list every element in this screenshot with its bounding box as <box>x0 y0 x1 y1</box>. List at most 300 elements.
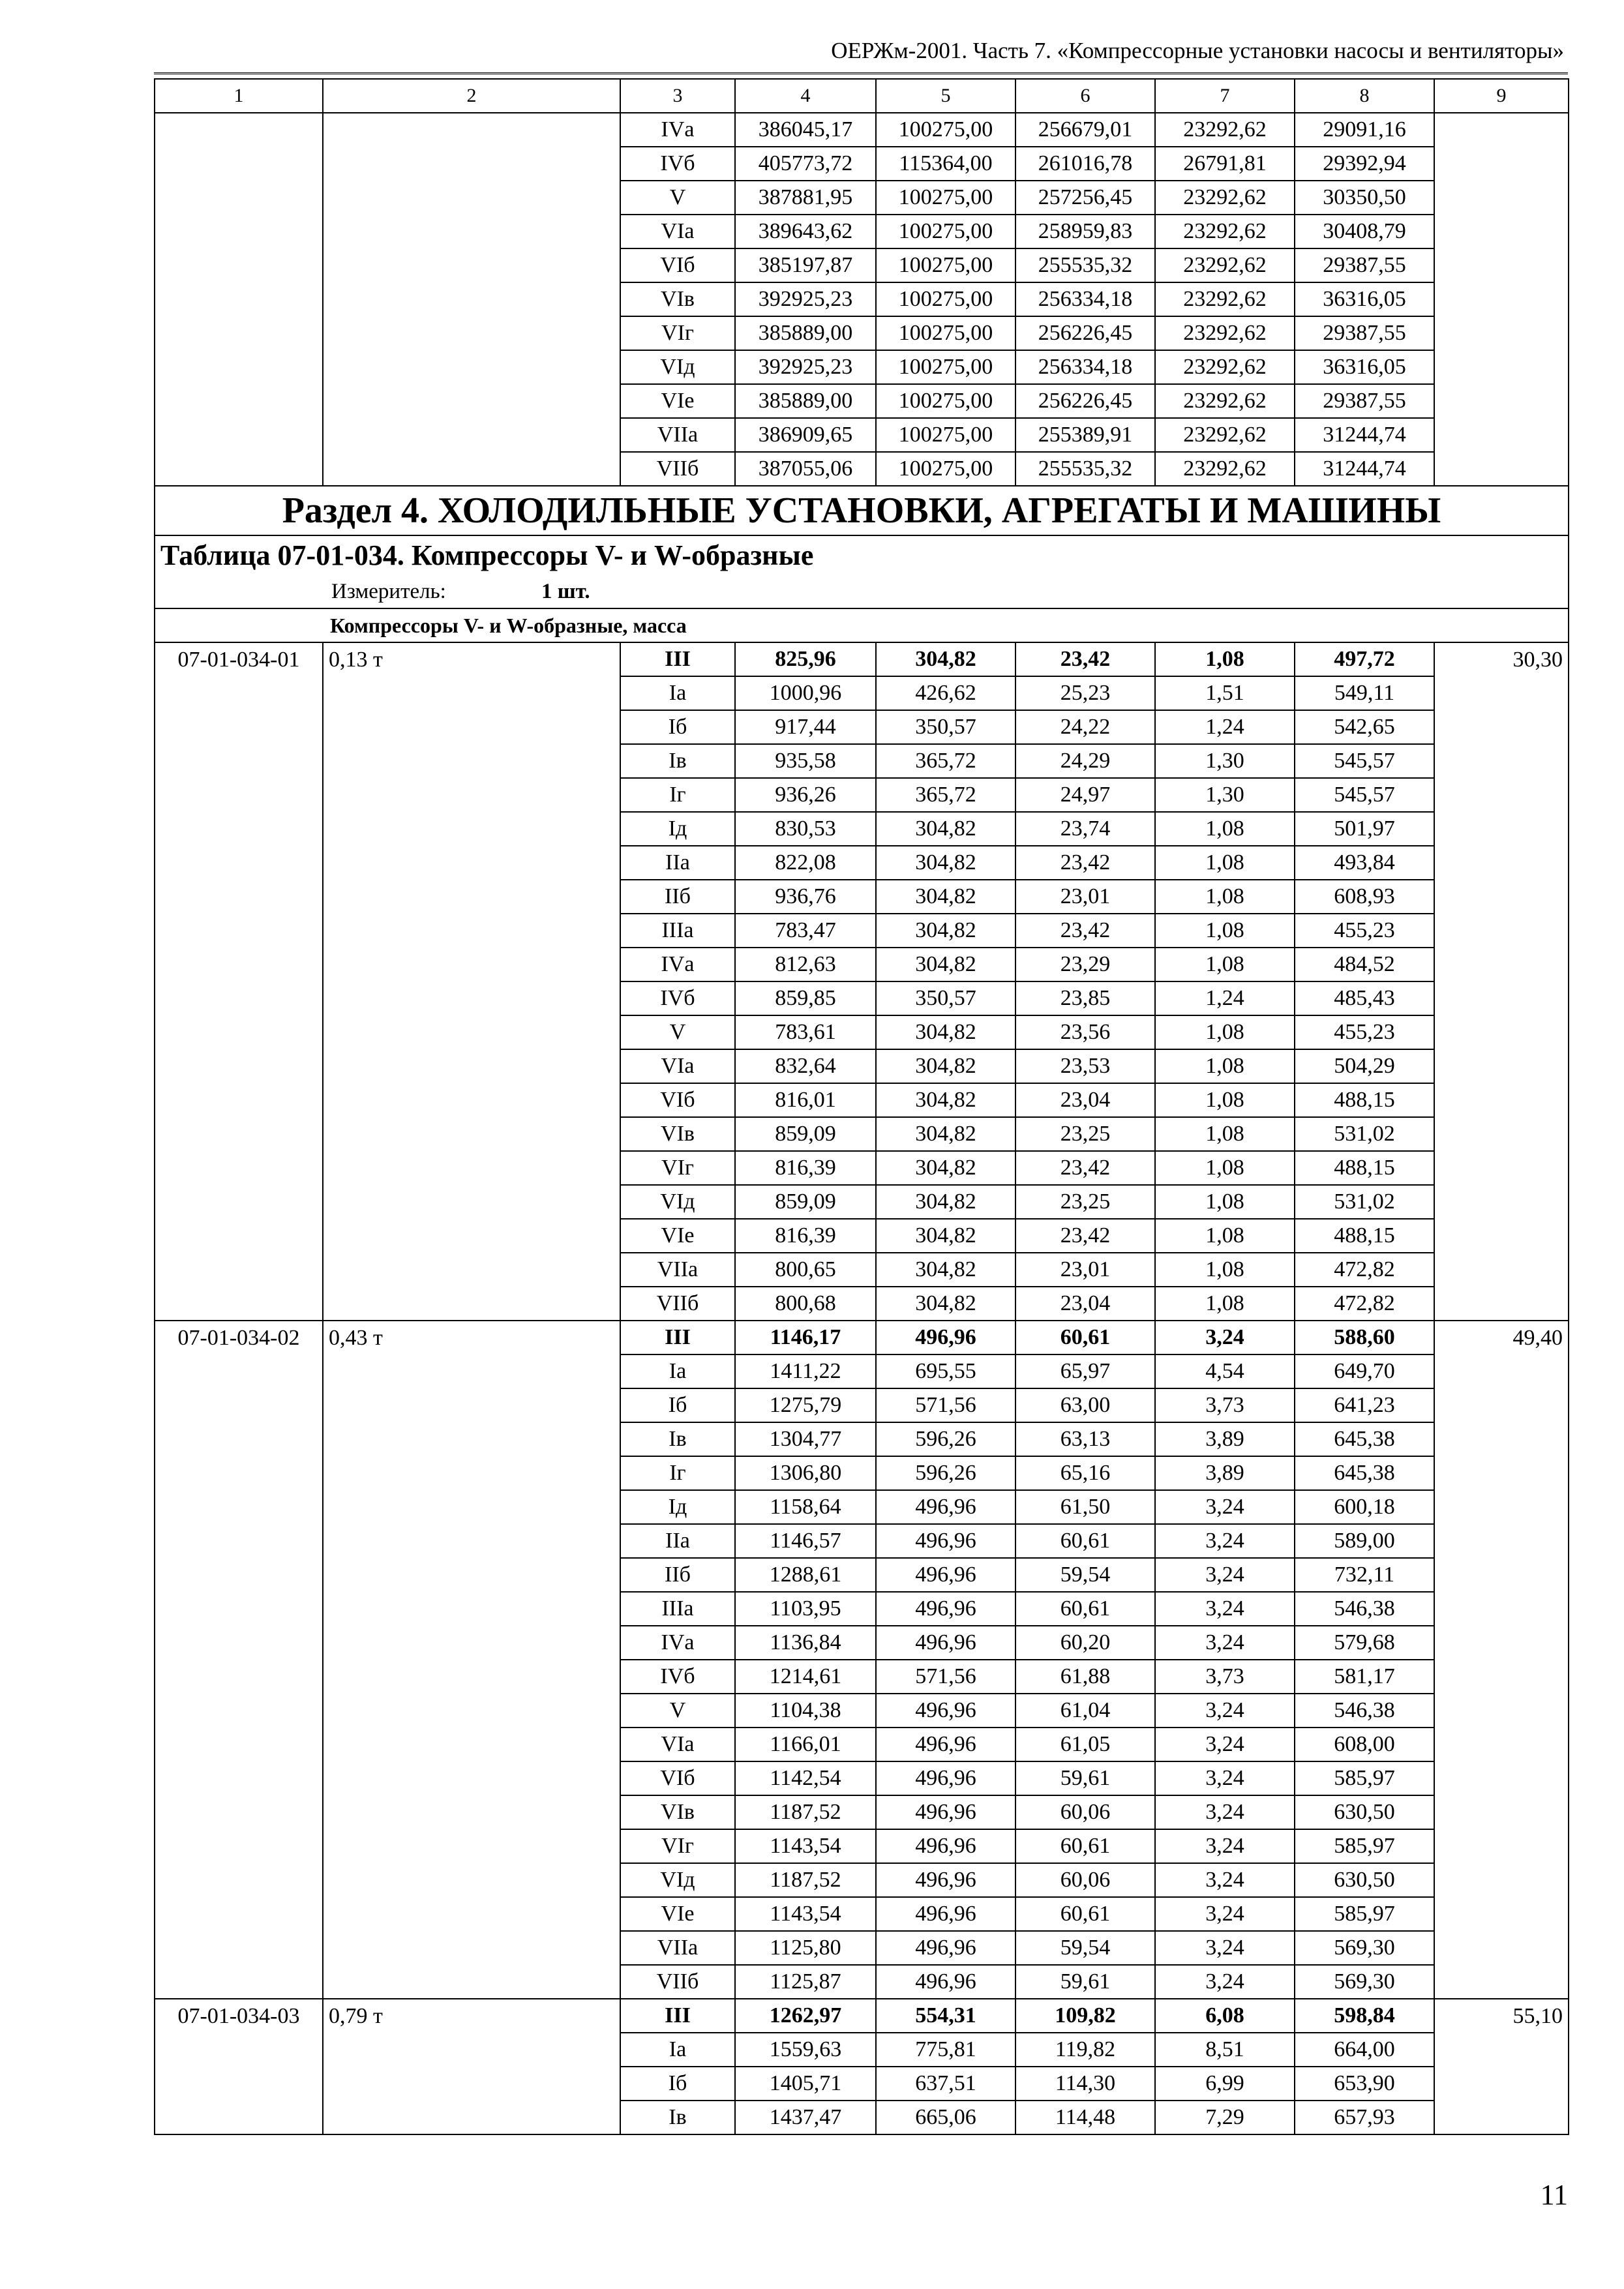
col6-value: 23,53 <box>1015 1049 1155 1083</box>
col9-cell <box>1434 113 1569 147</box>
zone-cell: IIб <box>620 1558 735 1592</box>
col6-value: 63,00 <box>1015 1388 1155 1422</box>
col8-value: 569,30 <box>1295 1965 1434 1999</box>
rate-code <box>155 1592 323 1626</box>
col7-value: 1,08 <box>1155 846 1295 880</box>
mass-cell <box>323 1490 620 1524</box>
col7-value: 1,08 <box>1155 1015 1295 1049</box>
col6-value: 23,01 <box>1015 880 1155 914</box>
mass-cell <box>323 2067 620 2101</box>
col8-value: 569,30 <box>1295 1931 1434 1965</box>
col7-value: 3,24 <box>1155 1965 1295 1999</box>
col4-total: 1103,95 <box>735 1592 876 1626</box>
zone-cell: IVа <box>620 113 735 147</box>
mass-cell <box>323 744 620 778</box>
col4-total: 812,63 <box>735 948 876 981</box>
col7-value: 1,08 <box>1155 1185 1295 1219</box>
col9-cell <box>1434 880 1569 914</box>
table-row <box>155 948 1569 981</box>
column-number-row <box>155 79 1569 113</box>
code-cell <box>155 316 323 350</box>
col4-total: 1262,97 <box>735 1999 876 2033</box>
zone-cell: Iб <box>620 1388 735 1422</box>
col7-value: 1,08 <box>1155 1083 1295 1117</box>
col7-value: 3,24 <box>1155 1490 1295 1524</box>
col8-value: 484,52 <box>1295 948 1434 981</box>
col5-value: 304,82 <box>876 1083 1015 1117</box>
code-cell <box>155 248 323 282</box>
col5-value: 365,72 <box>876 778 1015 812</box>
table-row <box>155 1592 1569 1626</box>
col6-value: 61,50 <box>1015 1490 1155 1524</box>
col5-value: 365,72 <box>876 744 1015 778</box>
table-title-row <box>155 535 1569 575</box>
name-cell <box>323 282 620 316</box>
mass-cell <box>323 1151 620 1185</box>
col4-total: 1125,87 <box>735 1965 876 1999</box>
col6-value: 114,30 <box>1015 2067 1155 2101</box>
zone-cell: Iа <box>620 676 735 710</box>
col5-value: 496,96 <box>876 1795 1015 1829</box>
col9-cell <box>1434 350 1569 384</box>
col5-value: 304,82 <box>876 1253 1015 1287</box>
col5-value: 304,82 <box>876 1015 1015 1049</box>
table-row <box>155 744 1569 778</box>
zone-cell: VIг <box>620 1829 735 1863</box>
table-row <box>155 113 1569 147</box>
table-row <box>155 1965 1569 1999</box>
table-row <box>155 384 1569 418</box>
col4-total: 917,44 <box>735 710 876 744</box>
rate-code <box>155 1626 323 1660</box>
col8-value: 488,15 <box>1295 1151 1434 1185</box>
col8-value: 531,02 <box>1295 1185 1434 1219</box>
col9-cell <box>1434 778 1569 812</box>
zone-cell: VIд <box>620 350 735 384</box>
col9-cell <box>1434 1795 1569 1829</box>
table-row <box>155 316 1569 350</box>
col8-value: 657,93 <box>1295 2101 1434 2134</box>
col8-value: 545,57 <box>1295 778 1434 812</box>
col9-cell <box>1434 1253 1569 1287</box>
zone-cell: VIIб <box>620 1287 735 1321</box>
rate-code <box>155 1863 323 1897</box>
col7-value: 1,08 <box>1155 914 1295 948</box>
rate-code: 07-01-034-03 <box>155 1999 323 2033</box>
name-cell <box>323 248 620 282</box>
zone-cell: IIб <box>620 880 735 914</box>
col9-cell <box>1434 1422 1569 1456</box>
table-row <box>155 1626 1569 1660</box>
zone-cell: Iд <box>620 1490 735 1524</box>
col7-value: 3,24 <box>1155 1829 1295 1863</box>
zone-cell: VIв <box>620 282 735 316</box>
zone-cell: VIIа <box>620 418 735 452</box>
zone-cell: VIIб <box>620 1965 735 1999</box>
col6-value: 60,20 <box>1015 1626 1155 1660</box>
mass-cell <box>323 1761 620 1795</box>
col5-value: 100275,00 <box>876 248 1015 282</box>
col5-value: 571,56 <box>876 1388 1015 1422</box>
rate-code <box>155 1354 323 1388</box>
col4-total: 859,09 <box>735 1185 876 1219</box>
zone-cell: VIб <box>620 1083 735 1117</box>
table-title-text: Таблица 07-01-034. Компрессоры V- и W-образные <box>160 539 814 571</box>
col4-total: 783,47 <box>735 914 876 948</box>
col5-value: 100275,00 <box>876 316 1015 350</box>
table-row <box>155 147 1569 181</box>
col5-value: 115364,00 <box>876 147 1015 181</box>
zone-cell: VIд <box>620 1863 735 1897</box>
col9-cell <box>1434 1151 1569 1185</box>
mass-cell <box>323 1117 620 1151</box>
rate-code <box>155 1219 323 1253</box>
zone-cell: IVа <box>620 1626 735 1660</box>
col9-cell <box>1434 710 1569 744</box>
rate-code <box>155 1185 323 1219</box>
col7-value: 3,24 <box>1155 1863 1295 1897</box>
zone-cell: VIIб <box>620 452 735 486</box>
table-row <box>155 778 1569 812</box>
col6-value: 256334,18 <box>1015 282 1155 316</box>
col8-value: 579,68 <box>1295 1626 1434 1660</box>
col8-value: 497,72 <box>1295 642 1434 676</box>
col7-value: 3,24 <box>1155 1728 1295 1761</box>
col9-cell <box>1434 812 1569 846</box>
zone-cell: VIIа <box>620 1253 735 1287</box>
col4-total: 1136,84 <box>735 1626 876 1660</box>
table-row <box>155 1151 1569 1185</box>
col8-value: 455,23 <box>1295 914 1434 948</box>
table-row <box>155 1558 1569 1592</box>
mass-cell <box>323 676 620 710</box>
col9-cell <box>1434 1728 1569 1761</box>
col6-value: 60,61 <box>1015 1829 1155 1863</box>
col6-value: 109,82 <box>1015 1999 1155 2033</box>
col4-total: 385889,00 <box>735 316 876 350</box>
zone-cell: VIг <box>620 1151 735 1185</box>
col7-value: 3,24 <box>1155 1592 1295 1626</box>
col8-value: 645,38 <box>1295 1422 1434 1456</box>
col4-total: 1158,64 <box>735 1490 876 1524</box>
mass-cell <box>323 948 620 981</box>
col6-value: 23,25 <box>1015 1117 1155 1151</box>
mass-cell <box>323 2101 620 2134</box>
rate-code <box>155 1422 323 1456</box>
col5-value: 304,82 <box>876 642 1015 676</box>
col6-value: 23,42 <box>1015 1219 1155 1253</box>
col4-total: 1411,22 <box>735 1354 876 1388</box>
col4-total: 825,96 <box>735 642 876 676</box>
col8-value: 542,65 <box>1295 710 1434 744</box>
zone-cell: VIб <box>620 248 735 282</box>
col9-cell <box>1434 676 1569 710</box>
rate-code <box>155 1795 323 1829</box>
col9-cell <box>1434 1592 1569 1626</box>
col8-value: 493,84 <box>1295 846 1434 880</box>
col9-cell <box>1434 981 1569 1015</box>
col9-cell <box>1434 384 1569 418</box>
col5-value: 496,96 <box>876 1626 1015 1660</box>
col7-value: 1,08 <box>1155 1287 1295 1321</box>
col5-value: 496,96 <box>876 1897 1015 1931</box>
col5-value: 496,96 <box>876 1829 1015 1863</box>
code-cell <box>155 215 323 248</box>
col4-total: 1187,52 <box>735 1863 876 1897</box>
rate-code <box>155 1049 323 1083</box>
col9-cell <box>1434 1931 1569 1965</box>
rate-code <box>155 710 323 744</box>
col4-total: 1146,17 <box>735 1321 876 1354</box>
col6-value: 60,61 <box>1015 1592 1155 1626</box>
col8-value: 504,29 <box>1295 1049 1434 1083</box>
mass-cell <box>323 1897 620 1931</box>
col9-cell <box>1434 147 1569 181</box>
zone-cell: V <box>620 181 735 215</box>
measure-value: 1 шт. <box>541 579 590 603</box>
col5-value: 665,06 <box>876 2101 1015 2134</box>
mass-cell <box>323 1863 620 1897</box>
col5-value: 100275,00 <box>876 181 1015 215</box>
col7-value: 23292,62 <box>1155 384 1295 418</box>
col8-value: 608,00 <box>1295 1728 1434 1761</box>
col4-total: 936,76 <box>735 880 876 914</box>
col4-total: 385197,87 <box>735 248 876 282</box>
col7-value: 3,24 <box>1155 1524 1295 1558</box>
col5-value: 304,82 <box>876 914 1015 948</box>
mass-cell <box>323 914 620 948</box>
col9-cell <box>1434 452 1569 486</box>
col4-total: 1559,63 <box>735 2033 876 2067</box>
col9-cell <box>1434 1829 1569 1863</box>
col7-value: 23292,62 <box>1155 418 1295 452</box>
col4-total: 1405,71 <box>735 2067 876 2101</box>
table-row <box>155 914 1569 948</box>
col5-value: 496,96 <box>876 1965 1015 1999</box>
table-row <box>155 1660 1569 1694</box>
col8-value: 585,97 <box>1295 1829 1434 1863</box>
col6-value: 23,04 <box>1015 1287 1155 1321</box>
col8-value: 545,57 <box>1295 744 1434 778</box>
col8-value: 598,84 <box>1295 1999 1434 2033</box>
code-cell <box>155 181 323 215</box>
zone-cell: Iв <box>620 744 735 778</box>
rate-code <box>155 2101 323 2134</box>
col5-value: 496,96 <box>876 1728 1015 1761</box>
col4-total: 822,08 <box>735 846 876 880</box>
table-row <box>155 642 1569 676</box>
col5-value: 304,82 <box>876 880 1015 914</box>
col4-total: 392925,23 <box>735 282 876 316</box>
table-row <box>155 1219 1569 1253</box>
zone-cell: VIа <box>620 215 735 248</box>
col9-cell <box>1434 1388 1569 1422</box>
col9-cell <box>1434 1049 1569 1083</box>
col5-value: 554,31 <box>876 1999 1015 2033</box>
col8-value: 589,00 <box>1295 1524 1434 1558</box>
col9-cell: 55,10 <box>1434 1999 1569 2033</box>
column-number: 9 <box>1434 79 1569 113</box>
col4-total: 859,85 <box>735 981 876 1015</box>
mass-cell <box>323 1253 620 1287</box>
col5-value: 304,82 <box>876 1049 1015 1083</box>
mass-cell <box>323 1592 620 1626</box>
zone-cell: III <box>620 1321 735 1354</box>
col7-value: 23292,62 <box>1155 350 1295 384</box>
col8-value: 29387,55 <box>1295 248 1434 282</box>
col6-value: 114,48 <box>1015 2101 1155 2134</box>
col7-value: 8,51 <box>1155 2033 1295 2067</box>
col4-total: 935,58 <box>735 744 876 778</box>
rate-code: 07-01-034-02 <box>155 1321 323 1354</box>
col6-value: 60,61 <box>1015 1524 1155 1558</box>
col4-total: 816,01 <box>735 1083 876 1117</box>
col7-value: 3,24 <box>1155 1761 1295 1795</box>
column-number: 5 <box>876 79 1015 113</box>
col6-value: 257256,45 <box>1015 181 1155 215</box>
rate-code: 07-01-034-01 <box>155 642 323 676</box>
col8-value: 36316,05 <box>1295 282 1434 316</box>
col9-cell <box>1434 1660 1569 1694</box>
rate-code <box>155 1015 323 1049</box>
table-row <box>155 1287 1569 1321</box>
col6-value: 261016,78 <box>1015 147 1155 181</box>
zone-cell: Iб <box>620 710 735 744</box>
col4-total: 800,68 <box>735 1287 876 1321</box>
col7-value: 1,08 <box>1155 1117 1295 1151</box>
col7-value: 1,08 <box>1155 1253 1295 1287</box>
col9-cell <box>1434 846 1569 880</box>
table-title <box>155 535 1569 575</box>
mass-cell <box>323 1524 620 1558</box>
name-cell <box>323 147 620 181</box>
col6-value: 256226,45 <box>1015 384 1155 418</box>
col8-value: 501,97 <box>1295 812 1434 846</box>
mass-cell <box>323 1931 620 1965</box>
table-row <box>155 1015 1569 1049</box>
col9-cell <box>1434 316 1569 350</box>
col8-value: 630,50 <box>1295 1863 1434 1897</box>
zone-cell: VIе <box>620 384 735 418</box>
zone-cell: IIIа <box>620 1592 735 1626</box>
column-number: 2 <box>323 79 620 113</box>
table-row <box>155 350 1569 384</box>
rate-code <box>155 1660 323 1694</box>
rates-table <box>154 78 1569 2135</box>
col9-cell <box>1434 1863 1569 1897</box>
col4-total: 832,64 <box>735 1049 876 1083</box>
table-row <box>155 1422 1569 1456</box>
col5-value: 100275,00 <box>876 418 1015 452</box>
table-row <box>155 1253 1569 1287</box>
col6-value: 23,01 <box>1015 1253 1155 1287</box>
col7-value: 1,24 <box>1155 710 1295 744</box>
col7-value: 3,24 <box>1155 1897 1295 1931</box>
col7-value: 1,08 <box>1155 1219 1295 1253</box>
col4-total: 1143,54 <box>735 1829 876 1863</box>
col8-value: 30408,79 <box>1295 215 1434 248</box>
col7-value: 23292,62 <box>1155 316 1295 350</box>
code-cell <box>155 350 323 384</box>
running-header: ОЕРЖм-2001. Часть 7. «Компрессорные установки насосы и вентиляторы» <box>154 38 1568 74</box>
col7-value: 3,24 <box>1155 1626 1295 1660</box>
table-row <box>155 181 1569 215</box>
col5-value: 596,26 <box>876 1456 1015 1490</box>
col6-value: 24,29 <box>1015 744 1155 778</box>
col5-value: 100275,00 <box>876 215 1015 248</box>
col7-value: 3,24 <box>1155 1931 1295 1965</box>
name-cell <box>323 181 620 215</box>
col4-total: 816,39 <box>735 1219 876 1253</box>
section-title: Раздел 4. ХОЛОДИЛЬНЫЕ УСТАНОВКИ, АГРЕГАТЫ И МАШИНЫ <box>155 486 1569 535</box>
col5-value: 695,55 <box>876 1354 1015 1388</box>
mass-cell <box>323 812 620 846</box>
col5-value: 100275,00 <box>876 113 1015 147</box>
table-row <box>155 1694 1569 1728</box>
mass-cell <box>323 1795 620 1829</box>
col5-value: 304,82 <box>876 812 1015 846</box>
table-row <box>155 981 1569 1015</box>
code-cell <box>155 282 323 316</box>
zone-cell: Iв <box>620 2101 735 2134</box>
col6-value: 119,82 <box>1015 2033 1155 2067</box>
col8-value: 36316,05 <box>1295 350 1434 384</box>
rate-code <box>155 1083 323 1117</box>
table-row <box>155 1388 1569 1422</box>
col4-total: 385889,00 <box>735 384 876 418</box>
col5-value: 304,82 <box>876 1151 1015 1185</box>
col5-value: 304,82 <box>876 846 1015 880</box>
col7-value: 1,08 <box>1155 880 1295 914</box>
mass-cell <box>323 846 620 880</box>
table-row <box>155 1728 1569 1761</box>
col7-value: 1,08 <box>1155 1049 1295 1083</box>
col7-value: 3,73 <box>1155 1388 1295 1422</box>
col6-value: 63,13 <box>1015 1422 1155 1456</box>
col9-cell <box>1434 418 1569 452</box>
table-row <box>155 1456 1569 1490</box>
col5-value: 571,56 <box>876 1660 1015 1694</box>
col8-value: 600,18 <box>1295 1490 1434 1524</box>
col9-cell <box>1434 1761 1569 1795</box>
col7-value: 23292,62 <box>1155 248 1295 282</box>
rate-code <box>155 1524 323 1558</box>
col4-total: 1125,80 <box>735 1931 876 1965</box>
table-row <box>155 812 1569 846</box>
mass-cell <box>323 1185 620 1219</box>
col9-cell <box>1434 181 1569 215</box>
col9-cell <box>1434 282 1569 316</box>
zone-cell: VIд <box>620 1185 735 1219</box>
col5-value: 496,96 <box>876 1592 1015 1626</box>
table-row <box>155 1185 1569 1219</box>
col5-value: 304,82 <box>876 1287 1015 1321</box>
table-row <box>155 1795 1569 1829</box>
zone-cell: Iа <box>620 2033 735 2067</box>
col6-value: 65,16 <box>1015 1456 1155 1490</box>
col9-cell <box>1434 1117 1569 1151</box>
mass-cell <box>323 1660 620 1694</box>
measure-cell <box>155 575 1569 608</box>
table-row <box>155 418 1569 452</box>
mass-cell <box>323 1558 620 1592</box>
zone-cell: VIв <box>620 1117 735 1151</box>
col5-value: 596,26 <box>876 1422 1015 1456</box>
col6-value: 24,97 <box>1015 778 1155 812</box>
table-row <box>155 1863 1569 1897</box>
rate-code <box>155 1694 323 1728</box>
col4-total: 386045,17 <box>735 113 876 147</box>
